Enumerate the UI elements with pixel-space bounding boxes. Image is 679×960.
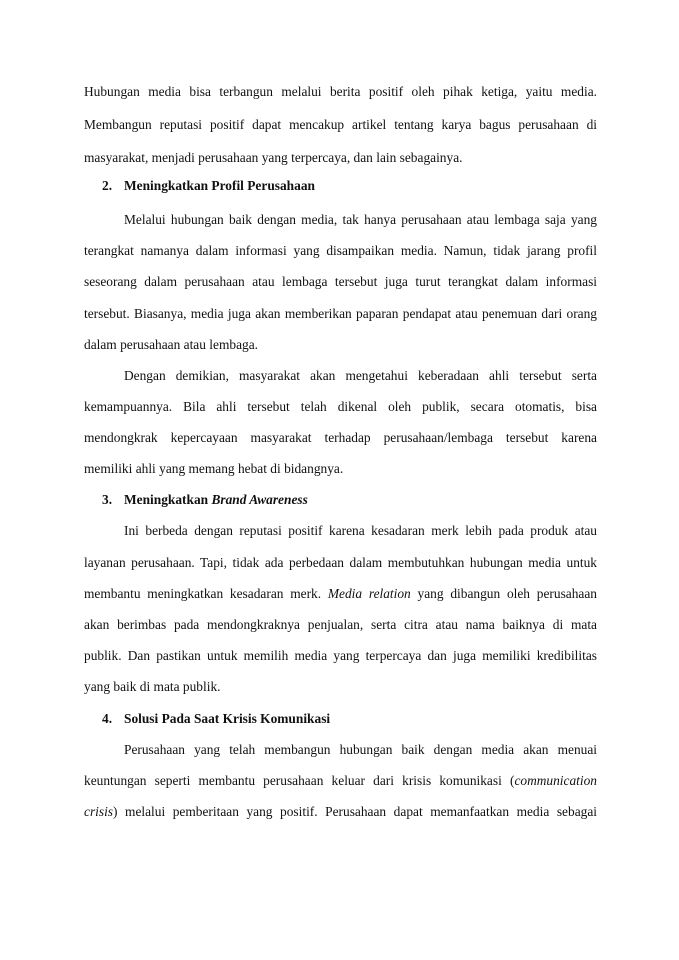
- section-heading: [102, 176, 597, 196]
- paragraph-line: kemampuannya. Bila ahli tersebut telah dikenal oleh publik, secara otomatis, bisa: [84, 399, 597, 414]
- italic-term: Media relation: [327, 586, 411, 601]
- paragraph-line: dalam perusahaan atau lembaga.: [84, 337, 258, 352]
- heading-title: Solusi Pada Saat Krisis Komunikasi: [124, 711, 331, 726]
- paragraph-line: terangkat namanya dalam informasi yang disampaikan media. Namun, tidak jarang profil: [84, 243, 597, 258]
- heading-title-italic: Brand Awareness: [211, 492, 308, 507]
- paragraph-line: akan berimbas pada mendongkraknya penjualan, serta citra atau nama baiknya di mata: [84, 617, 597, 632]
- paragraph-line: layanan perusahaan. Tapi, tidak ada perbedaan dalam membutuhkan hubungan media untuk: [84, 555, 597, 570]
- text-segment: ) melalui pemberitaan yang positif. Perusahaan dapat memanfaatkan media sebagai: [113, 804, 597, 819]
- paragraph-line: Perusahaan yang telah membangun hubungan baik dengan media akan menuai: [124, 742, 597, 757]
- text-segment: yang dibangun oleh perusahaan: [417, 586, 597, 601]
- text-segment: keuntungan seperti membantu perusahaan keluar dari krisis komunikasi (: [84, 773, 515, 788]
- paragraph-line: publik. Dan pastikan untuk memilih media yang terpercaya dan juga memiliki kredibilitas: [84, 648, 597, 663]
- paragraph-line: Dengan demikian, masyarakat akan mengetahui keberadaan ahli tersebut serta: [124, 368, 597, 383]
- section-heading: [102, 709, 597, 729]
- paragraph-line: memiliki ahli yang memang hebat di bidangnya.: [84, 461, 344, 476]
- section-heading: [102, 490, 597, 510]
- italic-term: crisis: [84, 804, 114, 819]
- heading-title: Meningkatkan: [124, 492, 209, 507]
- paragraph-line: Melalui hubungan baik dengan media, tak hanya perusahaan atau lembaga saja yang: [124, 212, 597, 227]
- paragraph-line: seseorang dalam perusahaan atau lembaga tersebut juga turut terangkat dalam informasi: [84, 274, 597, 289]
- heading-title: Meningkatkan Profil Perusahaan: [124, 178, 315, 193]
- paragraph-line: yang baik di mata publik.: [84, 679, 221, 694]
- heading-number: 2.: [102, 178, 113, 193]
- heading-number: 3.: [102, 492, 113, 507]
- paragraph-line: Hubungan media bisa terbangun melalui berita positif oleh pihak ketiga, yaitu media.: [84, 84, 597, 99]
- paragraph-line: [84, 584, 597, 604]
- paragraph-line: Membangun reputasi positif dapat mencakup artikel tentang karya bagus perusahaan di: [84, 117, 597, 132]
- paragraph-line: [84, 771, 597, 791]
- paragraph-line: masyarakat, menjadi perusahaan yang terpercaya, dan lain sebagainya.: [84, 150, 463, 165]
- paragraph-line: tersebut. Biasanya, media juga akan memberikan paparan pendapat atau penemuan dari orang: [84, 306, 597, 321]
- paragraph-line: mendongkrak kepercayaan masyarakat terhadap perusahaan/lembaga tersebut karena: [84, 430, 597, 445]
- heading-number: 4.: [102, 711, 113, 726]
- text-segment: membantu meningkatkan kesadaran merk.: [84, 586, 322, 601]
- paragraph-line: [84, 802, 597, 822]
- italic-term: communication: [514, 773, 597, 788]
- paragraph-line: Ini berbeda dengan reputasi positif karena kesadaran merk lebih pada produk atau: [124, 523, 597, 538]
